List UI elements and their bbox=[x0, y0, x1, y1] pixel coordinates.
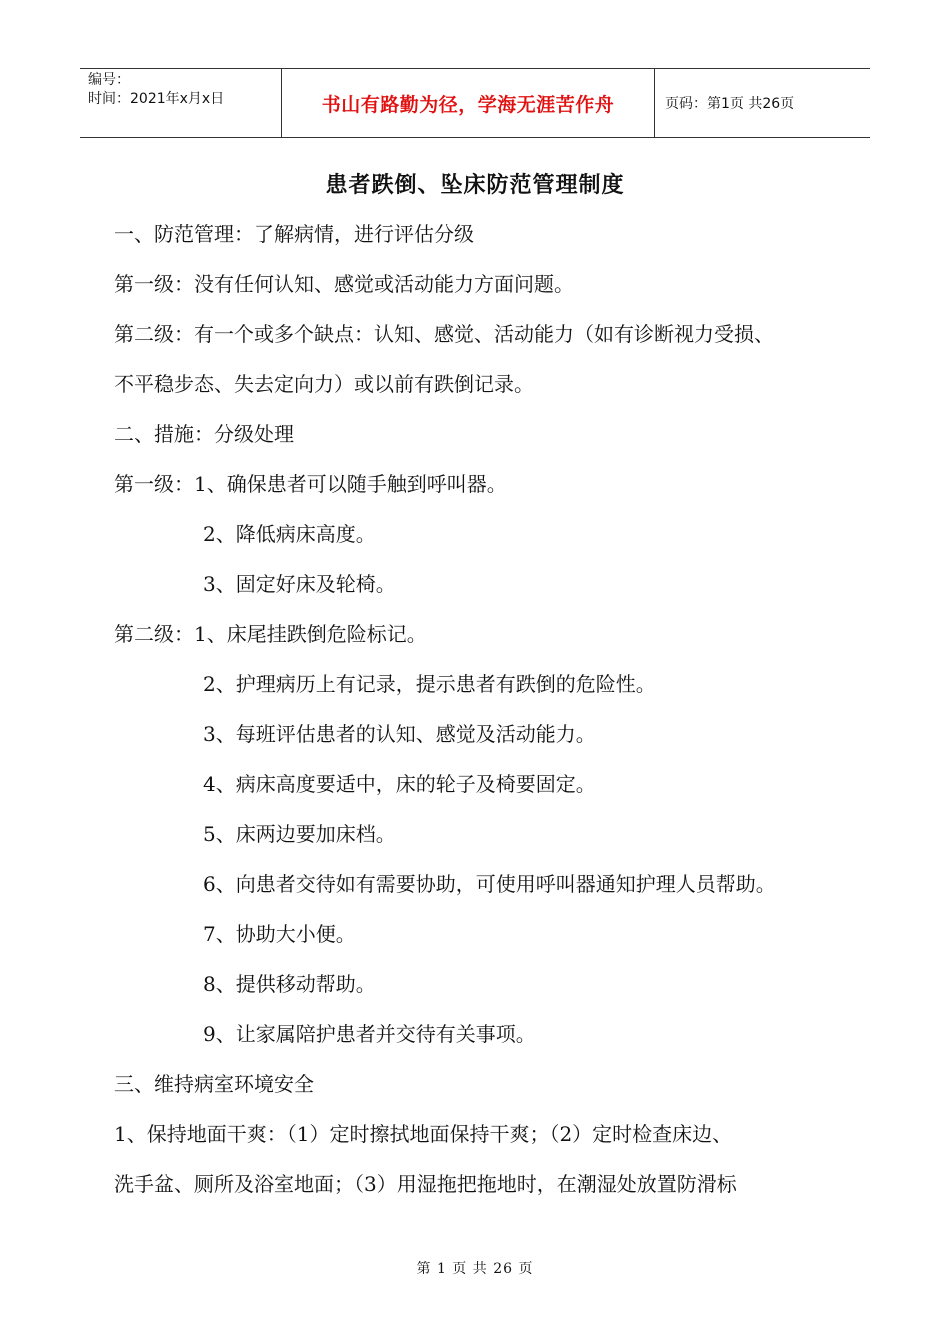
header-meta bbox=[80, 69, 282, 137]
list-item: 3、每班评估患者的认知、感觉及活动能力。 bbox=[203, 722, 596, 746]
header-page-info: 页码：第1页 共26页 bbox=[665, 96, 795, 112]
list-item: 9、让家属陪护患者并交待有关事项。 bbox=[203, 1022, 536, 1046]
list-item: 4、病床高度要适中，床的轮子及椅要固定。 bbox=[203, 772, 596, 796]
list-item: 2、降低病床高度。 bbox=[203, 522, 376, 546]
list-item: 6、向患者交待如有需要协助，可使用呼叫器通知护理人员帮助。 bbox=[203, 872, 776, 896]
section-heading: 二、措施：分级处理 bbox=[114, 422, 294, 446]
document-body bbox=[114, 214, 859, 1214]
list-item: 8、提供移动帮助。 bbox=[203, 972, 376, 996]
number-label: 编号： bbox=[88, 72, 130, 88]
list-item: 5、床两边要加床档。 bbox=[203, 822, 396, 846]
list-item: 2、护理病历上有记录，提示患者有跌倒的危险性。 bbox=[203, 672, 656, 696]
header-page-cell bbox=[655, 69, 870, 137]
header-motto-cell bbox=[282, 69, 655, 137]
paragraph-line: 第二级：有一个或多个缺点：认知、感觉、活动能力（如有诊断视力受损、 bbox=[114, 322, 774, 346]
page-header bbox=[80, 68, 870, 138]
list-item: 第二级：1、床尾挂跌倒危险标记。 bbox=[114, 622, 427, 646]
paragraph-line: 不平稳步态、失去定向力）或以前有跌倒记录。 bbox=[114, 372, 534, 396]
header-motto: 书山有路勤为径，学海无涯苦作舟 bbox=[321, 93, 615, 116]
page-footer: 第 1 页 共 26 页 bbox=[416, 1261, 534, 1277]
list-item: 7、协助大小便。 bbox=[203, 922, 356, 946]
paragraph-line: 1、保持地面干爽：（1）定时擦拭地面保持干爽；（2）定时检查床边、 bbox=[114, 1122, 733, 1146]
section-heading: 一、防范管理：了解病情，进行评估分级 bbox=[114, 222, 474, 246]
list-item: 3、固定好床及轮椅。 bbox=[203, 572, 396, 596]
document-title: 患者跌倒、坠床防范管理制度 bbox=[325, 173, 625, 198]
time-label: 时间：2021年x月x日 bbox=[88, 91, 225, 107]
paragraph-line: 洗手盆、厕所及浴室地面；（3）用湿拖把拖地时，在潮湿处放置防滑标 bbox=[114, 1172, 737, 1196]
section-heading: 三、维持病室环境安全 bbox=[114, 1072, 314, 1096]
list-item: 第一级：1、确保患者可以随手触到呼叫器。 bbox=[114, 472, 507, 496]
paragraph-line: 第一级：没有任何认知、感觉或活动能力方面问题。 bbox=[114, 272, 574, 296]
